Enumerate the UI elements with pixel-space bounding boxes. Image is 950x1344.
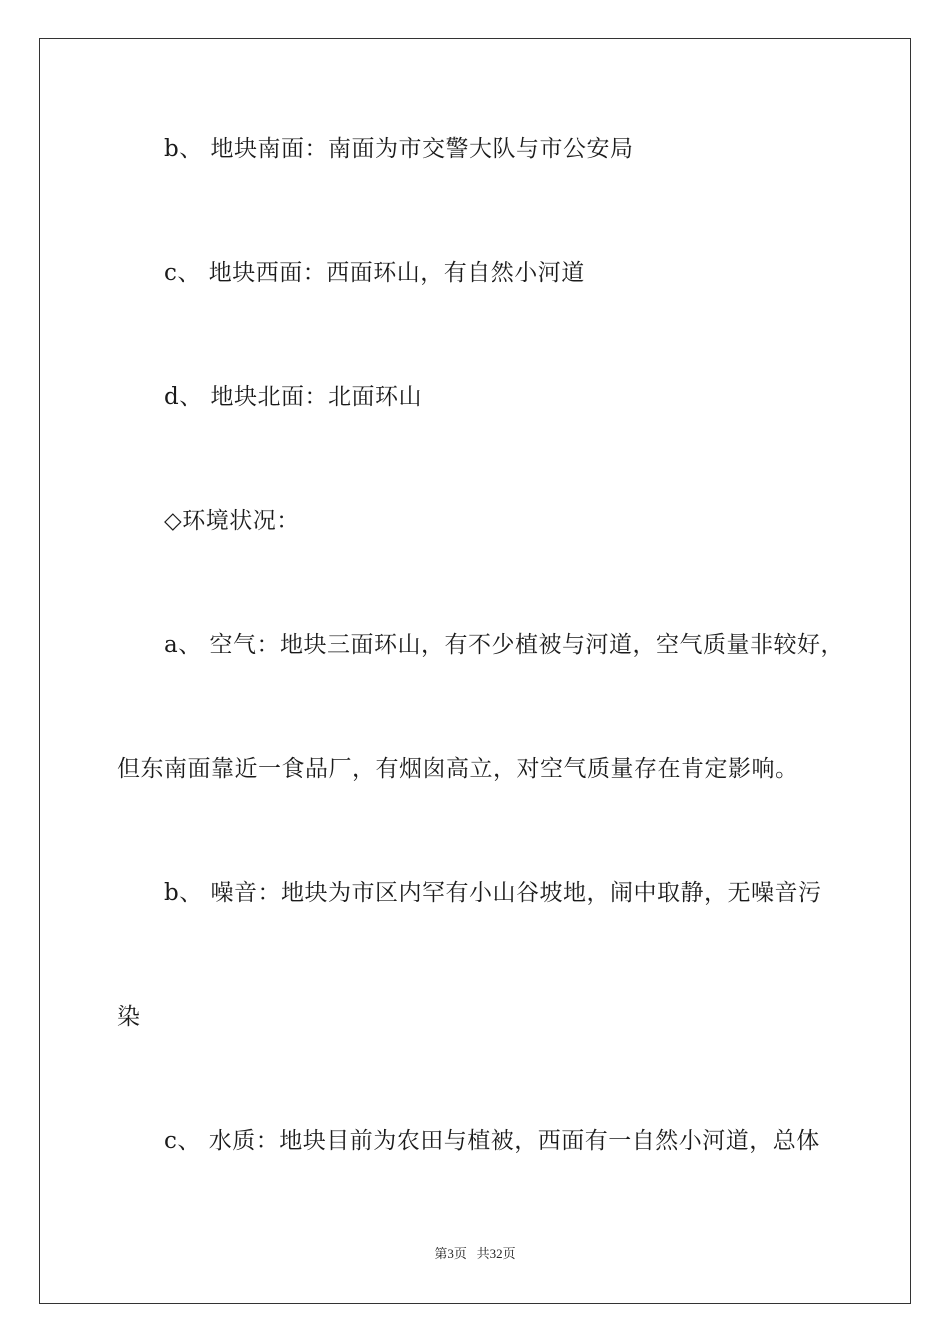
- page-border: [39, 38, 911, 1304]
- paragraph-line: a、 空气：地块三面环山，有不少植被与河道，空气质量非较好，: [164, 632, 845, 658]
- section-heading: ◇环境状况：: [164, 508, 300, 534]
- paragraph-line: b、 噪音：地块为市区内罕有小山谷坡地，闹中取静，无噪音污: [164, 880, 822, 906]
- paragraph-line: d、 地块北面：北面环山: [164, 384, 423, 410]
- paragraph-line: c、 水质：地块目前为农田与植被，西面有一自然小河道，总体: [164, 1128, 820, 1154]
- paragraph-line: b、 地块南面：南面为市交警大队与市公安局: [164, 136, 634, 162]
- page-number: 第3页: [434, 1246, 467, 1261]
- paragraph-line: 但东南面靠近一食品厂，有烟囱高立，对空气质量存在肯定影响。: [117, 756, 799, 782]
- page-footer: [0, 1245, 950, 1263]
- footer-spacer: [467, 1246, 477, 1261]
- paragraph-line: c、 地块西面：西面环山，有自然小河道: [164, 260, 585, 286]
- total-pages: 共32页: [476, 1246, 516, 1261]
- paragraph-line: 染: [117, 1004, 141, 1030]
